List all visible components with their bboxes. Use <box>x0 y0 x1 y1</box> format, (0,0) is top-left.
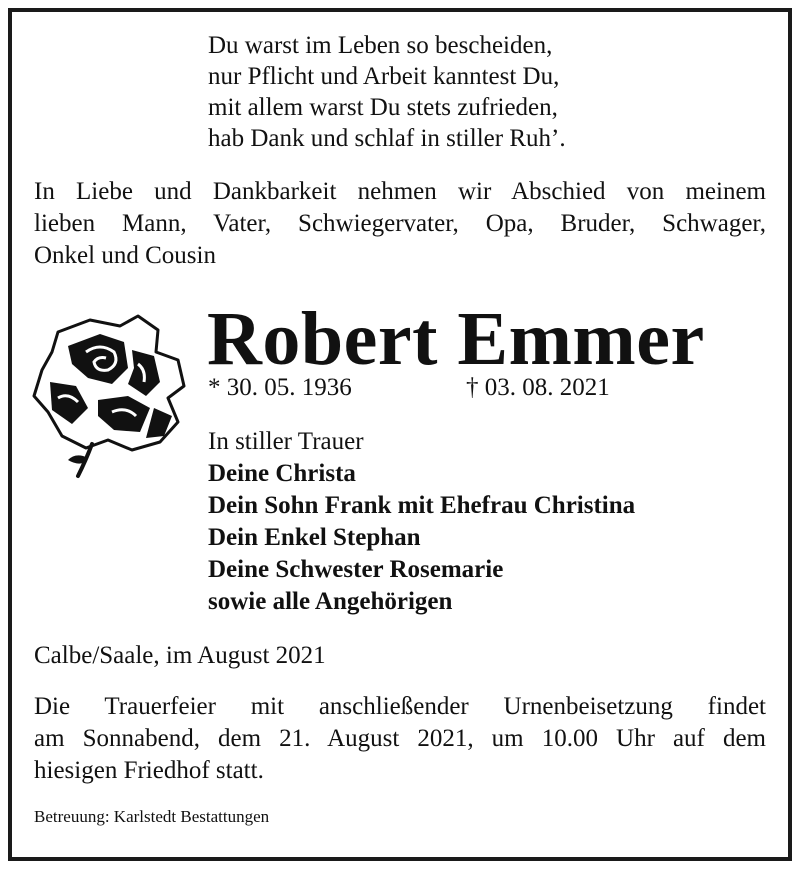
mourners-list <box>208 426 635 618</box>
undertaker-credit: Betreuung: Karlstedt Bestattungen <box>34 807 270 826</box>
mourners-heading: In stiller Trauer <box>208 428 364 455</box>
intro-line: lieben Mann, Vater, Schwiegervater, Opa, Bruder, Schwager, <box>34 210 766 237</box>
poem-line: Du warst im Leben so bescheiden, <box>208 32 553 59</box>
deceased-name: Robert Emmer <box>207 297 705 381</box>
service-line: am Sonnabend, dem 21. August 2021, um 10.00 Uhr auf dem <box>34 725 766 752</box>
mourner-name: Deine Schwester Rosemarie <box>208 556 504 583</box>
place-date: Calbe/Saale, im August 2021 <box>34 642 326 669</box>
intro-line: In Liebe und Dankbarkeit nehmen wir Abschied von meinem <box>34 178 766 205</box>
mourner-name: Deine Christa <box>208 460 356 487</box>
rose-icon <box>28 312 188 480</box>
service-info <box>34 691 766 787</box>
poem-line: nur Pflicht und Arbeit kanntest Du, <box>208 63 560 90</box>
intro-text <box>34 176 766 272</box>
poem-line: hab Dank und schlaf in stiller Ruh’. <box>208 125 566 152</box>
service-line: hiesigen Friedhof statt. <box>34 757 264 784</box>
mourner-name: Dein Enkel Stephan <box>208 524 421 551</box>
intro-line: Onkel und Cousin <box>34 242 216 269</box>
death-date: † 03. 08. 2021 <box>466 374 610 401</box>
mourner-name: Dein Sohn Frank mit Ehefrau Christina <box>208 492 636 519</box>
birth-date: * 30. 05. 1936 <box>208 374 352 401</box>
poem-line: mit allem warst Du stets zufrieden, <box>208 94 558 121</box>
poem <box>208 30 566 154</box>
service-line: Die Trauerfeier mit anschließender Urnenbeisetzung findet <box>34 693 766 720</box>
mourner-name: sowie alle Angehörigen <box>208 588 453 615</box>
